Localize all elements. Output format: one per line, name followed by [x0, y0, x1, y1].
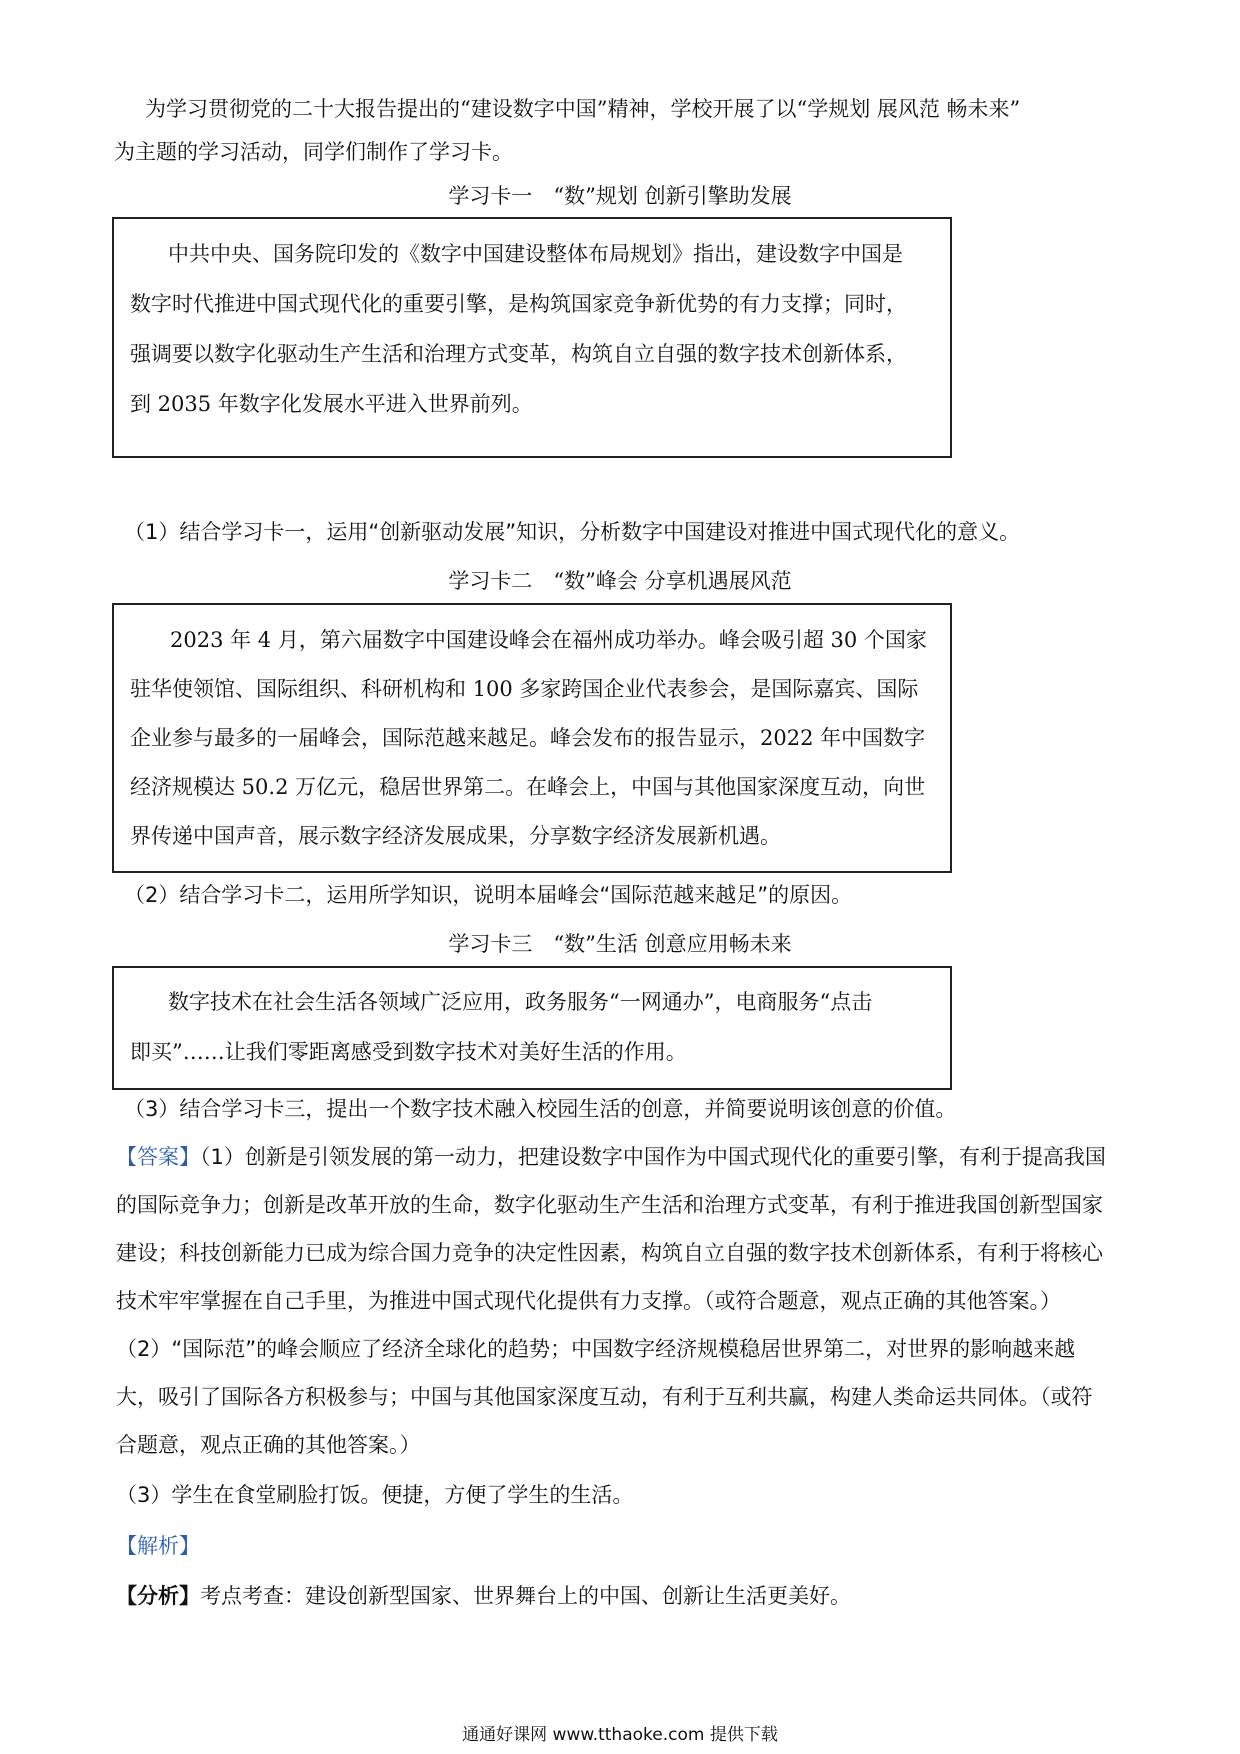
answer-tag: 【答案】: [116, 1145, 200, 1169]
study-card-2: [112, 603, 952, 873]
study-card-3: [112, 966, 952, 1090]
card1-line-4: 到 2035 年数字化发展水平进入世界前列。: [130, 392, 533, 416]
answer-line-1: [116, 1147, 1106, 1168]
card3-title: 学习卡三 “数”生活 创意应用畅未来: [448, 932, 792, 956]
card2-line-1: 2023 年 4 月，第六届数字中国建设峰会在福州成功举办。峰会吸引超 30 个国家: [170, 628, 927, 652]
card2-line-2: 驻华使领馆、国际组织、科研机构和 100 多家跨国企业代表参会，是国际嘉宾、国际: [130, 677, 919, 701]
answer-line-3: 建设；科技创新能力已成为综合国力竞争的决定性因素，构筑自立自强的数字技术创新体系，有利于将核心: [116, 1241, 1103, 1265]
card2-line-3: 企业参与最多的一届峰会，国际范越来越足。峰会发布的报告显示，2022 年中国数字: [130, 726, 926, 750]
question-2: （2）结合学习卡二，运用所学知识，说明本届峰会“国际范越来越足”的原因。: [124, 883, 853, 907]
fenxi-text: 考点考查：建设创新型国家、世界舞台上的中国、创新让生活更美好。: [200, 1584, 851, 1608]
answer-line-7: 合题意，观点正确的其他答案。）: [116, 1433, 421, 1457]
question-1: （1）结合学习卡一，运用“创新驱动发展”知识，分析数字中国建设对推进中国式现代化的意义。: [124, 520, 1021, 544]
answer-line-8: （3）学生在食堂刷脸打饭。便捷，方便了学生的生活。: [116, 1483, 634, 1507]
footer-credit: 通通好课网 www.tthaoke.com 提供下载: [462, 1725, 778, 1745]
intro-line-2: 为主题的学习活动，同学们制作了学习卡。: [114, 140, 513, 164]
analysis-tag: 【解析】: [116, 1534, 200, 1558]
card1-line-1: 中共中央、国务院印发的《数字中国建设整体布局规划》指出，建设数字中国是: [168, 242, 903, 266]
answer-line-6: 大，吸引了国际各方积极参与；中国与其他国家深度互动，有利于互利共赢，构建人类命运共同体。（或符: [116, 1385, 1093, 1409]
fenxi-line: [116, 1586, 851, 1607]
card1-title: 学习卡一 “数”规划 创新引擎助发展: [448, 184, 792, 208]
answer-line-5: （2）“国际范”的峰会顺应了经济全球化的趋势；中国数字经济规模稳居世界第二，对世界的影响越来越: [116, 1337, 1076, 1361]
card3-line-1: 数字技术在社会生活各领域广泛应用，政务服务“一网通办”，电商服务“点击: [168, 990, 873, 1014]
question-3: （3）结合学习卡三，提出一个数字技术融入校园生活的创意，并简要说明该创意的价值。: [124, 1097, 957, 1121]
answer-line-2: 的国际竞争力；创新是改革开放的生命，数字化驱动生产生活和治理方式变革，有利于推进我国创新型国家: [116, 1193, 1103, 1217]
card3-line-2: 即买”……让我们零距离感受到数字技术对美好生活的作用。: [130, 1040, 687, 1064]
card2-line-4: 经济规模达 50.2 万亿元，稳居世界第二。在峰会上，中国与其他国家深度互动，向世: [130, 775, 926, 799]
fenxi-tag: 【分析】: [116, 1584, 200, 1608]
study-card-1: [112, 217, 952, 458]
card2-line-5: 界传递中国声音，展示数字经济发展成果，分享数字经济发展新机遇。: [130, 824, 781, 848]
answer-line-4: 技术牢牢掌握在自己手里，为推进中国式现代化提供有力支撑。（或符合题意，观点正确的其他答案。）: [116, 1289, 1061, 1313]
card1-line-2: 数字时代推进中国式现代化的重要引擎，是构筑国家竞争新优势的有力支撑；同时，: [130, 292, 907, 316]
intro-line-1: 为学习贯彻党的二十大报告提出的“建设数字中国”精神，学校开展了以“学规划 展风范 畅未来”: [145, 97, 1021, 121]
card2-title: 学习卡二 “数”峰会 分享机遇展风范: [448, 569, 792, 593]
answer-text-1: （1）创新是引领发展的第一动力，把建设数字中国作为中国式现代化的重要引擎，有利于提高我国: [200, 1145, 1106, 1169]
card1-line-3: 强调要以数字化驱动生产生活和治理方式变革，构筑自立自强的数字技术创新体系，: [130, 342, 907, 366]
